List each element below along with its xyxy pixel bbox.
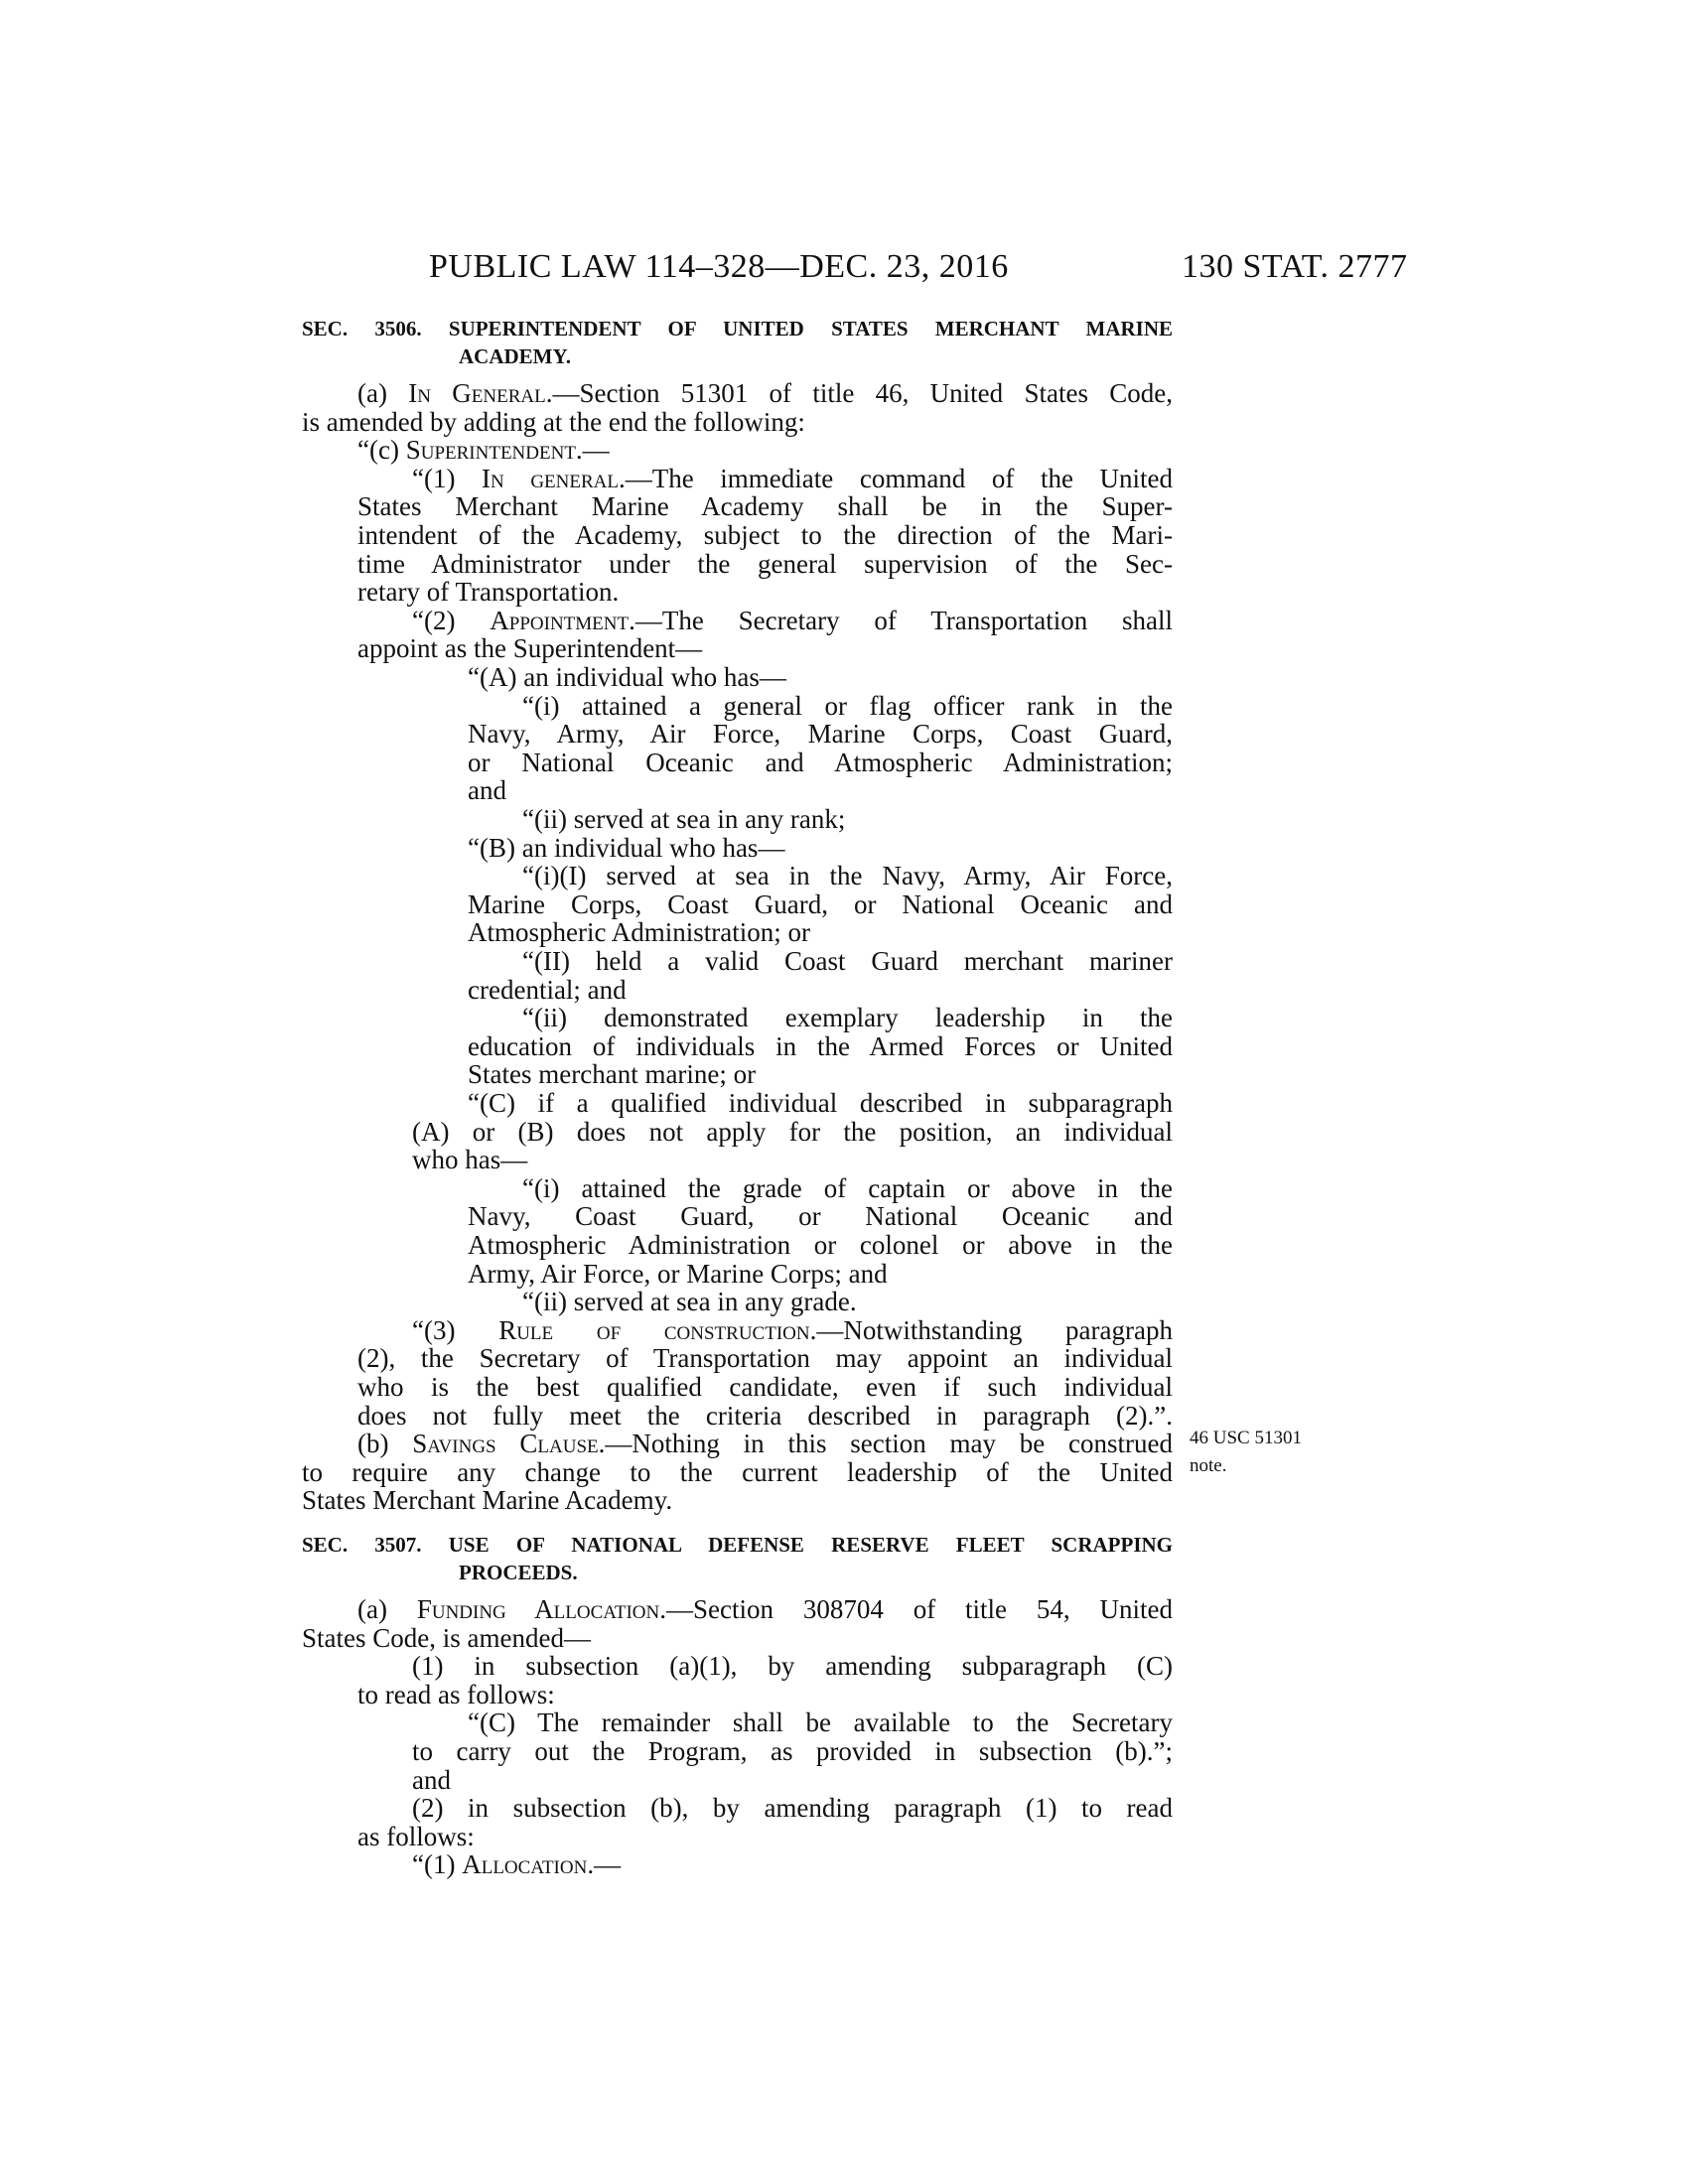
text-segment: —: [594, 1849, 622, 1879]
text-segment: —The Secretary of Transportation shall: [634, 606, 1174, 635]
text-segment: “(II) held a valid Coast Guard merchant mariner: [522, 946, 1173, 976]
text-segment: —: [582, 435, 610, 465]
text-segment: as follows:: [357, 1822, 475, 1851]
text-segment: States merchant marine; or: [468, 1059, 757, 1089]
text-line: [522, 947, 1173, 975]
text-line: [468, 1260, 888, 1288]
text-segment: Marine Corps, Coast Guard, or National Oceanic and: [468, 889, 1173, 919]
text-line: [357, 1344, 1173, 1372]
text-line: [468, 720, 1173, 748]
text-segment: “(i) attained a general or flag officer rank in the: [522, 691, 1173, 721]
text-line: [357, 379, 1173, 407]
text-line: [357, 1595, 1173, 1623]
text-segment: —The immediate command of the United: [625, 464, 1173, 493]
text-line: [357, 521, 1173, 549]
text-segment: “(B) an individual who has—: [468, 833, 785, 863]
paragraph-heading: Rule of construction.: [498, 1315, 817, 1345]
text-line: [468, 1708, 1173, 1736]
text-line: [357, 550, 1173, 578]
text-segment: retary of Transportation.: [357, 577, 620, 607]
text-line: [357, 492, 1173, 520]
text-line: [412, 1737, 1173, 1765]
text-segment: does not fully meet the criteria described in paragraph (2).”.: [357, 1401, 1173, 1431]
text-line: [357, 578, 619, 606]
text-segment: “(ii) served at sea in any grade.: [522, 1287, 857, 1316]
text-segment: (2), the Secretary of Transportation may appoint an individual: [357, 1343, 1173, 1373]
text-line: [522, 862, 1173, 889]
text-segment: who is the best qualified candidate, even if such individual: [357, 1372, 1173, 1402]
text-segment: —Nothing in this section may be construed: [605, 1429, 1173, 1458]
text-line: [468, 890, 1173, 918]
text-segment: intendent of the Academy, subject to the direction of the Mari-: [357, 520, 1173, 550]
text-line: [522, 805, 845, 833]
text-line: [412, 1146, 527, 1173]
text-line: [412, 1766, 451, 1794]
text-segment: “(ii) served at sea in any rank;: [522, 804, 846, 834]
text-line: [522, 1004, 1173, 1031]
text-segment: Army, Air Force, or Marine Corps; and: [468, 1259, 888, 1289]
text-segment: “(i) attained the grade of captain or above in the: [522, 1173, 1173, 1203]
text-segment: —Notwithstanding paragraph: [816, 1315, 1173, 1345]
text-segment: who has—: [412, 1145, 528, 1174]
text-segment: (1) in subsection (a)(1), by amending subparagraph (C): [412, 1651, 1173, 1681]
text-segment: Atmospheric Administration; or: [468, 917, 810, 947]
text-segment: States Merchant Marine Academy.: [302, 1485, 673, 1515]
paragraph-heading: Savings Clause.: [412, 1429, 606, 1458]
section-heading: SEC. 3507. USE OF NATIONAL DEFENSE RESERVE FLEET SCRAPPING: [302, 1533, 1173, 1557]
paragraph-heading: Funding Allocation.: [416, 1594, 666, 1624]
text-segment: to carry out the Program, as provided in subsection (b).”;: [412, 1736, 1173, 1766]
text-segment: “(C) The remainder shall be available to the Secretary: [468, 1707, 1173, 1737]
text-segment: appoint as the Superintendent—: [357, 633, 703, 663]
text-line: [412, 1794, 1173, 1822]
text-line: [302, 408, 805, 436]
text-segment: (2) in subsection (b), by amending paragraph (1) to read: [412, 1793, 1173, 1823]
text-segment: and: [412, 1765, 451, 1795]
text-segment: “(1): [412, 464, 483, 493]
text-segment: is amended by adding at the end the following:: [302, 407, 805, 437]
text-line: [357, 1681, 555, 1708]
text-segment: “(1): [412, 1849, 463, 1879]
text-line: [357, 436, 610, 464]
text-line: [468, 1032, 1173, 1060]
text-segment: —Section 308704 of title 54, United: [666, 1594, 1173, 1624]
paragraph-heading: In General.: [408, 378, 553, 408]
text-segment: Atmospheric Administration or colonel or above in the: [468, 1230, 1173, 1260]
text-segment: (A) or (B) does not apply for the position, an individual: [412, 1117, 1173, 1147]
text-segment: “(A) an individual who has—: [468, 662, 786, 692]
text-segment: education of individuals in the Armed Forces or United: [468, 1031, 1173, 1061]
text-line: [357, 634, 702, 662]
text-line: [522, 1174, 1173, 1202]
text-line: [468, 1202, 1173, 1230]
text-line: [468, 749, 1173, 776]
text-segment: “(i)(I) served at sea in the Navy, Army, Air Force,: [522, 861, 1173, 890]
text-line: [522, 692, 1173, 720]
text-segment: “(2): [412, 606, 491, 635]
text-segment: States Code, is amended—: [302, 1623, 591, 1653]
text-segment: “(c): [357, 435, 406, 465]
text-line: [357, 1373, 1173, 1401]
text-line: [468, 1231, 1173, 1259]
text-line: [412, 1316, 1173, 1344]
paragraph-heading: In general.: [482, 464, 626, 493]
text-line: [412, 607, 1173, 634]
text-line: [468, 1089, 1173, 1117]
section-heading: SEC. 3506. SUPERINTENDENT OF UNITED STATES MERCHANT MARINE: [302, 317, 1173, 341]
text-line: [412, 465, 1173, 492]
margin-note-citation: 46 USC 51301: [1190, 1428, 1302, 1448]
text-line: [357, 1823, 475, 1850]
text-segment: —Section 51301 of title 46, United States Code,: [552, 378, 1173, 408]
running-header-page: 130 STAT. 2777: [1182, 248, 1408, 285]
text-segment: to require any change to the current leadership of the United: [302, 1457, 1173, 1487]
paragraph-heading: Allocation.: [462, 1849, 595, 1879]
text-segment: Navy, Army, Air Force, Marine Corps, Coast Guard,: [468, 719, 1173, 749]
text-line: [468, 1060, 756, 1088]
text-segment: or National Oceanic and Atmospheric Administration;: [468, 748, 1173, 777]
text-line: [302, 1458, 1173, 1486]
text-line: [468, 663, 786, 691]
text-line: [468, 918, 810, 946]
text-line: [412, 1652, 1173, 1680]
section-heading: ACADEMY.: [459, 344, 571, 368]
text-segment: “(ii) demonstrated exemplary leadership in the: [522, 1003, 1173, 1032]
text-line: [357, 1402, 1173, 1430]
running-header-title: PUBLIC LAW 114–328—DEC. 23, 2016: [429, 248, 1009, 285]
text-segment: to read as follows:: [357, 1680, 555, 1709]
text-segment: Navy, Coast Guard, or National Oceanic and: [468, 1201, 1173, 1231]
text-line: [302, 1624, 591, 1652]
text-line: [412, 1850, 621, 1878]
text-line: [412, 1118, 1173, 1146]
paragraph-heading: Appointment.: [490, 606, 635, 635]
text-segment: (a): [357, 1594, 417, 1624]
text-segment: credential; and: [468, 975, 627, 1005]
text-segment: time Administrator under the general supervision of the Sec-: [357, 549, 1173, 579]
margin-note-suffix: note.: [1190, 1455, 1227, 1476]
text-segment: “(C) if a qualified individual described in subparagraph: [468, 1088, 1173, 1118]
section-heading: PROCEEDS.: [459, 1561, 578, 1584]
text-line: [468, 834, 784, 862]
text-line: [302, 1486, 672, 1514]
text-line: [357, 1430, 1173, 1457]
text-segment: (b): [357, 1429, 413, 1458]
text-line: [468, 776, 506, 804]
text-segment: States Merchant Marine Academy shall be in the Super-: [357, 491, 1173, 521]
text-line: [468, 976, 627, 1004]
text-line: [522, 1288, 857, 1315]
text-segment: and: [468, 775, 506, 805]
text-segment: (a): [357, 378, 409, 408]
paragraph-heading: Superintendent.: [405, 435, 583, 465]
text-segment: “(3): [412, 1315, 499, 1345]
